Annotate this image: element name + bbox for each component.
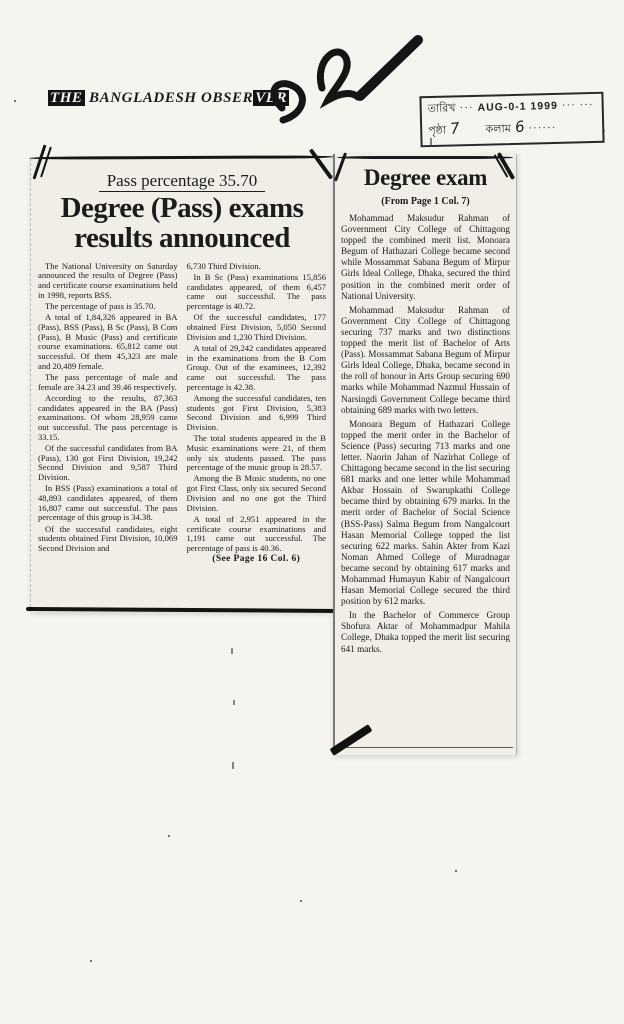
article-paragraph: Mohammad Maksudur Rahman of Government City College of Chittagong topped the combined merit list. Monoara Begum of Hathazari College became second while Mossammat Sabana Begum of Mirpur Girls Ideal College, Dhaka, secured the third position in the combined merit order of National University. xyxy=(341,213,510,301)
side-article-clipping xyxy=(333,154,517,755)
article-paragraph: The total students appeared in the B Music examinations were 21, of them only six students passed. The pass percentage of the music group is 28.57. xyxy=(186,433,326,473)
article-body-columns xyxy=(31,259,333,567)
cut-mark xyxy=(330,724,373,756)
kicker-text: Pass percentage 35.70 xyxy=(99,171,266,192)
article-paragraph: A total of 2,951 appeared in the certificate course examinations and 1,191 came out successful. The percentage of pass is 40.36. xyxy=(186,513,326,553)
article-paragraph: The percentage of pass is 35.70. xyxy=(45,301,156,312)
article-column-2 xyxy=(187,262,327,567)
clipping-bottom-edge xyxy=(26,607,342,613)
article-paragraph: The pass percentage of male and female are 34.23 and 39.46 respectively. xyxy=(38,371,178,392)
article-headline: Degree (Pass) exams results announced xyxy=(60,192,304,254)
handwriting-stroke xyxy=(262,34,428,152)
article-paragraph: In BSS (Pass) examinations a total of 48,893 candidates appeared, of them 16,807 came out successful. The pass percentage of this group is 34.38. xyxy=(38,483,178,523)
article-paragraph: The National University on Saturday announced the results of Degree (Pass) and certificate course examinations held in 1998, reports BSS. xyxy=(38,260,178,300)
stray-mark xyxy=(233,700,235,705)
handwritten-number-32 xyxy=(262,34,428,157)
paper-speck xyxy=(168,835,170,837)
stamp-column-label: কলাম xyxy=(485,123,511,136)
article-paragraph: A total of 1,84,326 appeared in BA (Pass), BSS (Pass), B Sc (Pass), B Com (Pass), B Music (Pass) and certificate course examinations. 65,812 came out successful. Of them 45,323 are male and 20,489 female. xyxy=(38,312,178,371)
stamp-page-row xyxy=(428,114,597,141)
article-kicker xyxy=(31,171,333,191)
stamp-dots: ······ xyxy=(528,121,557,135)
side-article-body xyxy=(335,213,516,655)
stray-mark xyxy=(232,762,234,769)
article-paragraph: Of the successful candidates, eight students obtained First Division, 10,069 Second Division and xyxy=(38,523,178,553)
date-stamp-box xyxy=(419,92,604,148)
paper-speck xyxy=(455,870,457,872)
article-paragraph: In B Sc (Pass) examinations 15,856 candidates appeared, of them 6,457 came out successful. The pass percentage is 40.72. xyxy=(186,271,326,312)
article-paragraph: A total of 29,242 candidates appeared in the examinations from the B Com Group. Out of the examinees, 12,392 came out successful. The pass percentage is 42.38. xyxy=(186,342,326,392)
article-paragraph: Of the successful candidates, 177 obtained First Division, 5,050 Second Division and 1,230 Third Division. xyxy=(186,312,326,342)
side-article-headline: Degree exam xyxy=(363,165,488,190)
article-paragraph: Among the successful candidates, ten students got First Division, 5,383 Second Division and 6,999 Third Division. xyxy=(186,392,326,432)
stamp-date-label: তারিখ xyxy=(427,102,456,116)
newspaper-masthead xyxy=(48,90,289,107)
article-paragraph: In the Bachelor of Commerce Group Shofura Aktar of Mohammadpur Mahila College, Dhaka topped the merit list securing 641 marks. xyxy=(341,610,510,654)
stray-mark xyxy=(231,648,233,654)
continuation-note: (See Page 16 Col. 6) xyxy=(212,554,301,565)
clipping-top-edge xyxy=(29,155,335,159)
stamp-dots: ··· xyxy=(459,101,474,115)
paper-speck xyxy=(300,900,302,902)
article-paragraph: 6,730 Third Division. xyxy=(186,260,261,271)
paper-speck xyxy=(90,960,92,962)
main-article-clipping xyxy=(30,158,333,612)
clipping-bottom-edge xyxy=(338,747,513,749)
article-column-1 xyxy=(38,262,178,567)
clipping-top-edge xyxy=(337,156,513,159)
stamp-date-value: AUG-0-1 1999 xyxy=(477,99,558,114)
article-paragraph: According to the results, 87,363 candidates appeared in the BA (Pass) examinations. Of whom 28,959 came out successful. The pass percentage is 33.15. xyxy=(38,392,178,442)
article-paragraph: Of the successful candidates from BA (Pass), 130 got First Division, 19,242 Second Division and 9,587 Third Division. xyxy=(38,442,178,482)
stamp-page-value: 7 xyxy=(448,118,461,138)
stray-mark xyxy=(430,138,432,147)
stamp-dots: ··· ··· xyxy=(561,99,594,112)
stamp-page-label: পৃষ্ঠা xyxy=(428,124,447,138)
masthead-word-bangladesh-obser: BANGLADESH OBSER xyxy=(84,90,254,106)
masthead-word-the: THE xyxy=(50,90,83,106)
stamp-column-value: 6 xyxy=(513,117,526,137)
article-paragraph: Mohammad Maksudur Rahman of Government City College of Chittagong securing 737 marks and two distinctions topped the merit list of Bachelor of Arts (Pass). Mossammat Sabana Begum of Mirpur Girls Ideal College, Dhaka, became second in the roll of honour in Arts Group securing 690 marks while Mohammad Nazmul Hussain of Narsingdi Government College became third obtaining 689 marks with two letters. xyxy=(341,304,510,415)
paper-speck xyxy=(14,100,16,102)
paper-speck xyxy=(603,130,605,132)
article-paragraph: Among the B Music students, no one got First Class, only six secured Second Division and no one got the Third Division. xyxy=(186,473,326,513)
article-paragraph: Monoara Begum of Hathazari College topped the merit order in the Bachelor of Science (Pass) securing 713 marks and one letter. Naorin Jahan of Nazirhat College of Chittagong became second in the list securing 681 marks and one letter while Mohammad Akbar Hossain of Swarupkathi College became third by obtaining 679 marks. In the merit order of Bachelor of Social Science (BSS-Pass) Salma Begum from Nangalcourt Hasan Memorial College topped the list securing 622 marks. Sahin Akter from Kazi Noman Ahmed College of Muradnagar became second by obtaining 617 marks and Mohammad Humayun Kabir of Nangalcourt Hasan Memorial College secured the third position by 612 marks. xyxy=(341,418,510,607)
side-article-source-line: (From Page 1 Col. 7) xyxy=(381,196,470,207)
masthead-word-ver: VER xyxy=(255,90,288,106)
